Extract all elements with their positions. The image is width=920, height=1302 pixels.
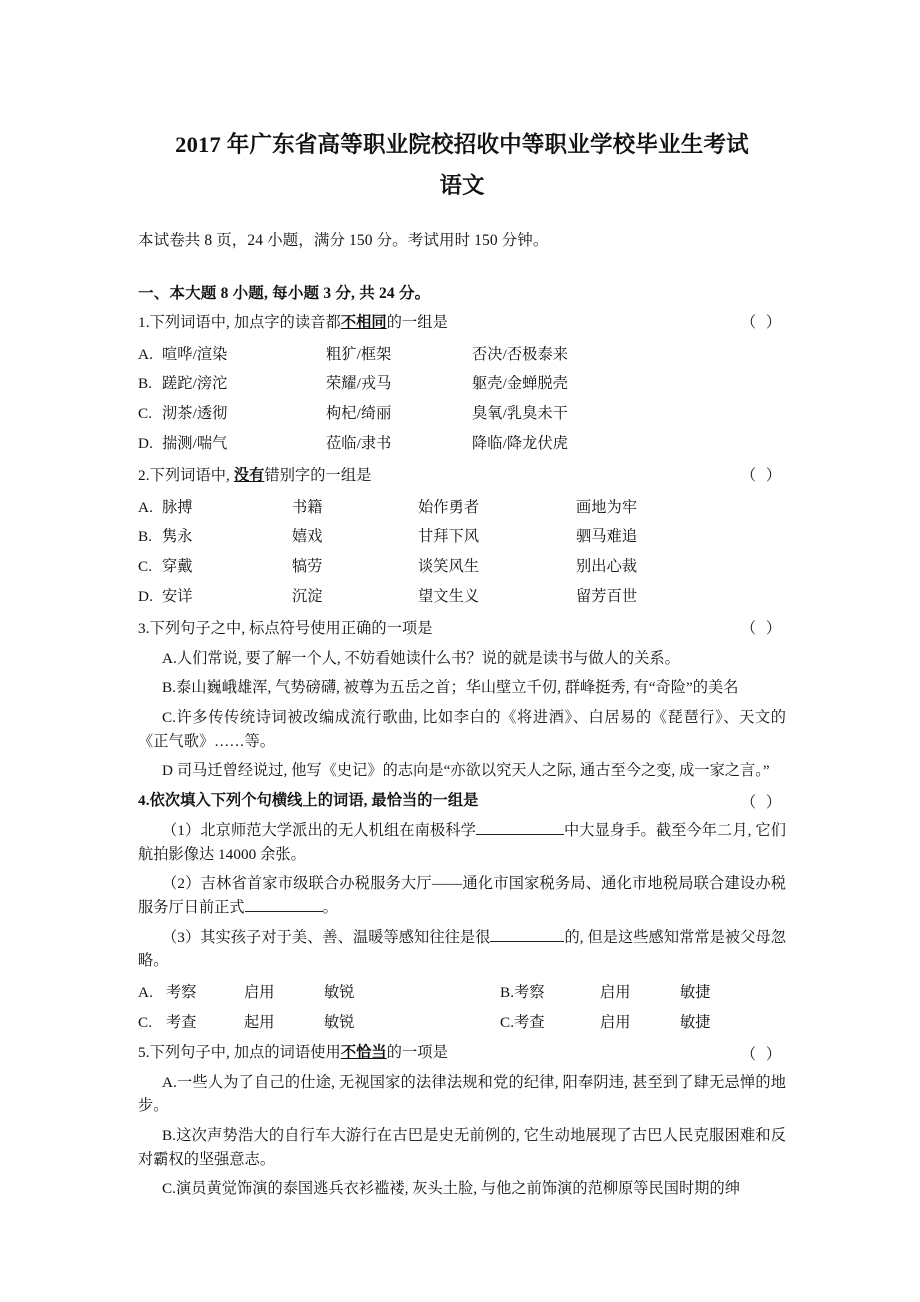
option-cell: 驷马难追 [576, 528, 638, 546]
option-cell: 书籍 [292, 498, 323, 516]
option-cell: 启用 [600, 984, 631, 1002]
q4-answer-paren[interactable]: （ ） [740, 794, 784, 812]
option-label [500, 982, 600, 1005]
option-label: C. [138, 558, 153, 576]
question-4-stem [138, 783, 786, 813]
option-cell: 降临/降龙伏虎 [472, 435, 569, 453]
option-paragraph[interactable]: A.人们常说, 要了解一个人, 不妨看她读什么书？说的就是读书与做人的关系。 [162, 649, 680, 667]
option-cell: 脉搏 [162, 498, 193, 516]
q1-stem-prefix: 1.下列词语中, 加点字的读音都 [138, 313, 341, 331]
option-cell: 隽永 [162, 528, 193, 546]
option-label: D. [138, 588, 153, 606]
page-subtitle: 语文 [439, 172, 485, 198]
option-cell: 喧哗/渲染 [162, 345, 228, 363]
question-3-stem [138, 609, 786, 641]
fill-in-blank-2[interactable] [245, 897, 323, 912]
option-label: A. [138, 498, 153, 516]
q3-stem-text: 3.下列句子之中, 标点符号使用正确的一项是 [138, 619, 433, 637]
option-cell: 启用 [244, 984, 275, 1002]
option-label: D. [138, 435, 153, 453]
option-cell: 臭氧/乳臭未干 [472, 405, 569, 423]
option-row[interactable] [138, 488, 786, 520]
fill-in-blank-3[interactable] [490, 926, 564, 941]
option-cell: 启用 [600, 1013, 631, 1031]
q4-stem-text: 4.依次填入下列个句横线上的词语, 最恰当的一组是 [138, 792, 479, 810]
q5-stem-suffix: 的一项是 [386, 1043, 448, 1061]
option-cell: 考察 [166, 984, 197, 1002]
page-title: 2017 年广东省高等职业院校招收中等职业学校毕业生考试 [175, 132, 749, 157]
option-cell: 考查 [514, 1013, 545, 1031]
question-4-blank-1 [138, 813, 786, 866]
option-cell: 嬉戏 [292, 528, 323, 546]
option-label-text: B. [500, 984, 515, 1002]
option-label: C. [138, 405, 153, 423]
option-cell: 别出心裁 [576, 558, 638, 576]
option-cell: 荣耀/戎马 [326, 375, 392, 393]
option-cell: 揣测/喘气 [162, 435, 228, 453]
question-1-options [138, 335, 786, 456]
option-cell: 起用 [244, 1013, 275, 1031]
option-cell: 甘拜下风 [418, 528, 480, 546]
option-paragraph[interactable]: B.这次声势浩大的自行车大游行在古巴是史无前例的, 它生动地展现了古巴人民克服困难和反对霸权的坚强意志。 [138, 1126, 786, 1168]
option-label: C. [138, 1013, 153, 1031]
option-cell: 犒劳 [292, 558, 323, 576]
option-label-text: C. [500, 1013, 515, 1031]
option-row[interactable] [138, 426, 786, 456]
section-heading: 一、本大题 8 小题, 每小题 3 分, 共 24 分。 [138, 284, 431, 302]
option-cell: 躯壳/金蝉脱壳 [472, 375, 569, 393]
q1-stem-suffix: 的一组是 [386, 313, 448, 331]
blank-3-prefix: （3）其实孩子对于美、善、温暖等感知往往是很 [162, 928, 491, 946]
q2-stem-prefix: 2.下列词语中, [138, 466, 234, 484]
question-4-options [138, 973, 786, 1035]
q3-answer-paren[interactable]: （ ） [740, 619, 784, 637]
option-cell: 安详 [162, 588, 193, 606]
option-cell: 枸杞/绮丽 [326, 405, 392, 423]
option-label: B. [138, 375, 153, 393]
option-label [500, 1012, 600, 1035]
question-4-blank-2 [138, 866, 786, 919]
option-cell: 谈笑风生 [418, 558, 480, 576]
option-row[interactable] [138, 519, 786, 549]
option-cell: 沏茶/透彻 [162, 405, 228, 423]
blank-3-suffix: 的, 但是这些感知常常是被父母忽略。 [138, 928, 786, 970]
option-cell: 穿戴 [162, 558, 193, 576]
question-2-options [138, 488, 786, 609]
option-cell: 敏捷 [680, 984, 711, 1002]
option-cell: 考查 [166, 1013, 197, 1031]
blank-2-suffix: 。 [322, 899, 338, 917]
blank-2-prefix: （2）吉林省首家市级联合办税服务大厅——通化市国家税务局、通化市地税局联合建设办税服务厅日前正式 [138, 875, 786, 917]
option-cell: 敏捷 [680, 1013, 711, 1031]
option-row[interactable] [138, 335, 786, 367]
option-cell: 始作勇者 [418, 498, 480, 516]
blank-1-prefix: （1）北京师范大学派出的无人机组在南极科学 [162, 821, 476, 839]
blank-1-suffix: 中大显身手。截至今年二月, 它们航拍影像达 14000 余张。 [138, 821, 786, 863]
option-cell: 敏锐 [324, 984, 355, 1002]
option-paragraph[interactable]: C.许多传传统诗词被改编成流行歌曲, 比如李白的《将进酒》、白居易的《琵琶行》、天文的《正气歌》……等。 [138, 709, 786, 750]
option-row[interactable] [138, 579, 786, 609]
option-row[interactable] [138, 1005, 786, 1035]
option-label: B. [138, 528, 153, 546]
page-content [138, 0, 786, 1201]
q5-stem-prefix: 5.下列句子中, 加点的词语使用 [138, 1043, 341, 1061]
q2-answer-paren[interactable]: （ ） [740, 466, 784, 484]
option-cell: 粗犷/框架 [326, 345, 392, 363]
question-4-blank-3 [138, 920, 786, 973]
q2-stem-suffix: 错别字的一组是 [264, 466, 372, 484]
option-cell: 蹉跎/滂沱 [162, 375, 228, 393]
option-paragraph[interactable]: A.一些人为了自己的仕途, 无视国家的法律法规和党的纪律, 阳奉阴违, 甚至到了肆无忌惮的地步。 [138, 1073, 786, 1115]
q5-stem-underlined: 不恰当 [340, 1043, 387, 1061]
fill-in-blank-1[interactable] [476, 820, 564, 835]
option-label: A. [138, 984, 153, 1002]
option-row[interactable] [138, 366, 786, 396]
option-paragraph[interactable]: D 司马迁曾经说过, 他写《史记》的志向是“亦欲以究天人之际, 通古至今之变, 成一家之言。” [162, 762, 770, 780]
option-cell: 莅临/隶书 [326, 435, 392, 453]
question-1-stem [138, 303, 786, 335]
question-5-stem [138, 1035, 786, 1065]
option-row[interactable] [138, 549, 786, 579]
option-row[interactable] [138, 973, 786, 1005]
option-cell: 否决/否极泰来 [472, 345, 569, 363]
option-label: A. [138, 345, 153, 363]
q5-answer-paren[interactable]: （ ） [740, 1045, 784, 1063]
q1-stem-underlined: 不相同 [340, 313, 387, 331]
option-cell: 考察 [514, 984, 545, 1002]
option-paragraph[interactable]: B.泰山巍峨雄浑, 气势磅礴, 被尊为五岳之首；华山壁立千仞, 群峰挺秀, 有“奇险”的美名 [162, 679, 739, 697]
option-cell: 敏锐 [324, 1013, 355, 1031]
option-cell: 沉淀 [292, 588, 323, 606]
option-paragraph[interactable]: C.演员黄觉饰演的泰国逃兵衣衫褴褛, 灰头土脸, 与他之前饰演的范柳原等民国时期的绅 [162, 1180, 740, 1198]
option-row[interactable] [138, 396, 786, 426]
option-cell: 留芳百世 [576, 588, 638, 606]
q1-answer-paren[interactable]: （ ） [740, 313, 784, 331]
option-cell: 望文生义 [418, 588, 480, 606]
option-cell: 画地为牢 [576, 498, 638, 516]
exam-meta-line: 本试卷共 8 页，24 小题，满分 150 分。考试用时 150 分钟。 [138, 231, 549, 249]
question-2-stem [138, 456, 786, 488]
q2-stem-underlined: 没有 [233, 466, 265, 484]
